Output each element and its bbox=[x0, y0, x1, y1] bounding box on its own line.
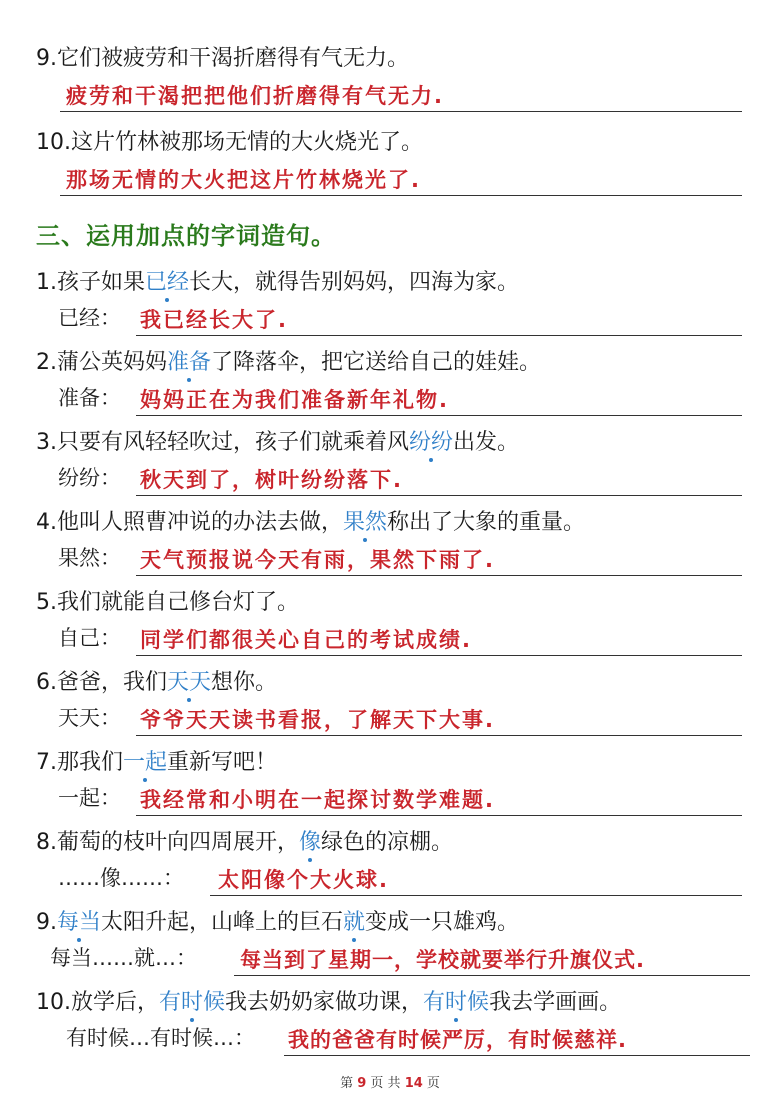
answer-label: 一起： bbox=[58, 786, 121, 810]
question-number: 1. bbox=[36, 270, 57, 295]
answer-label: 纷纷： bbox=[58, 466, 121, 490]
question-6 bbox=[36, 668, 277, 698]
dotted-word: 每当 bbox=[57, 910, 102, 935]
answer-text: 我的爸爸有时候严厉，有时候慈祥. bbox=[288, 1028, 627, 1052]
answer-text: 每当到了星期一，学校就要举行升旗仪式. bbox=[240, 948, 645, 972]
answer-underline bbox=[60, 195, 742, 196]
question-number: 2. bbox=[36, 350, 57, 375]
question-text-post: 长大，就得告别妈妈，四海为家。 bbox=[189, 270, 520, 295]
answer-text: 秋天到了，树叶纷纷落下. bbox=[140, 468, 403, 492]
answer-row-6 bbox=[58, 706, 742, 738]
question-4 bbox=[36, 508, 585, 538]
question-text: 这片竹林被那场无情的大火烧光了。 bbox=[71, 130, 424, 155]
answer-label: 已经： bbox=[58, 306, 121, 330]
question-text-post: 绿色的凉棚。 bbox=[321, 830, 454, 855]
answer-text: 爷爷天天读书看报，了解天下大事. bbox=[140, 708, 495, 732]
answer-row-2 bbox=[58, 386, 742, 418]
answer-label: ……像……： bbox=[58, 866, 184, 890]
question-number: 3. bbox=[36, 430, 57, 455]
answer-underline bbox=[60, 111, 742, 112]
answer-row-5 bbox=[58, 626, 742, 658]
answer-row-9 bbox=[50, 946, 750, 978]
answer-underline bbox=[210, 895, 742, 896]
dotted-word: 有时候 bbox=[423, 990, 490, 1015]
question-top-9 bbox=[36, 44, 409, 74]
answer-underline bbox=[136, 575, 742, 576]
question-text-post: 了降落伞，把它送给自己的娃娃。 bbox=[211, 350, 542, 375]
answer-text: 我经常和小明在一起探讨数学难题. bbox=[140, 788, 495, 812]
question-text-post: 重新写吧！ bbox=[167, 750, 278, 775]
answer-row-3 bbox=[58, 466, 742, 498]
answer-label: 准备： bbox=[58, 386, 121, 410]
question-text-pre: 蒲公英妈妈 bbox=[57, 350, 168, 375]
answer-underline bbox=[234, 975, 750, 976]
answer-row-1 bbox=[58, 306, 742, 338]
dotted-word: 就 bbox=[343, 910, 366, 935]
question-text-post: 称出了大象的重量。 bbox=[387, 510, 586, 535]
question-number: 4. bbox=[36, 510, 57, 535]
question-text-mid: 太阳升起，山峰上的巨石 bbox=[101, 910, 344, 935]
question-10 bbox=[36, 988, 621, 1018]
answer-text: 我已经长大了. bbox=[140, 308, 288, 332]
question-number: 9. bbox=[36, 910, 57, 935]
question-text: 它们被疲劳和干渴折磨得有气无力。 bbox=[57, 46, 410, 71]
answer-row-7 bbox=[58, 786, 742, 818]
question-number: 6. bbox=[36, 670, 57, 695]
answer-underline bbox=[136, 735, 742, 736]
question-number: 5. bbox=[36, 590, 57, 615]
dotted-word: 已经 bbox=[145, 270, 190, 295]
section-title: 三、运用加点的字词造句。 bbox=[36, 222, 336, 250]
question-number: 9. bbox=[36, 46, 57, 71]
question-text-mid: 我去奶奶家做功课， bbox=[225, 990, 424, 1015]
question-text-pre: 孩子如果 bbox=[57, 270, 146, 295]
question-top-10 bbox=[36, 128, 423, 158]
answer-label: 自己： bbox=[58, 626, 121, 650]
answer-label: 天天： bbox=[58, 706, 121, 730]
question-text-post: 想你。 bbox=[211, 670, 278, 695]
answer-underline bbox=[136, 655, 742, 656]
answer-row-10 bbox=[66, 1026, 750, 1058]
dotted-word: 像 bbox=[299, 830, 322, 855]
answer-text: 那场无情的大火把这片竹林烧光了. bbox=[66, 168, 421, 192]
page-footer bbox=[0, 1072, 780, 1091]
answer-underline bbox=[284, 1055, 750, 1056]
answer-text: 太阳像个大火球. bbox=[218, 868, 389, 892]
question-text-pre: 爸爸，我们 bbox=[57, 670, 168, 695]
question-text-pre: 他叫人照曹冲说的办法去做， bbox=[57, 510, 344, 535]
answer-label: 每当……就…： bbox=[50, 946, 197, 970]
question-5 bbox=[36, 588, 299, 618]
question-8 bbox=[36, 828, 453, 858]
answer-text: 疲劳和干渴把把他们折磨得有气无力. bbox=[66, 84, 444, 108]
dotted-word: 准备 bbox=[167, 350, 212, 375]
question-text-pre: 只要有风轻轻吹过，孩子们就乘着风 bbox=[57, 430, 410, 455]
question-number: 7. bbox=[36, 750, 57, 775]
question-number: 10. bbox=[36, 130, 71, 155]
answer-row-8 bbox=[58, 866, 742, 898]
question-text-pre: 那我们 bbox=[57, 750, 124, 775]
total-pages-number: 14 bbox=[404, 1076, 423, 1091]
question-text-post: 变成一只雄鸡。 bbox=[365, 910, 520, 935]
answer-text: 同学们都很关心自己的考试成绩. bbox=[140, 628, 472, 652]
answer-label: 有时候…有时候…： bbox=[66, 1026, 255, 1050]
question-1 bbox=[36, 268, 519, 298]
footer-mid: 页 共 bbox=[370, 1076, 401, 1091]
question-3 bbox=[36, 428, 519, 458]
question-7 bbox=[36, 748, 277, 778]
answer-underline bbox=[136, 335, 742, 336]
question-2 bbox=[36, 348, 541, 378]
answer-text: 天气预报说今天有雨，果然下雨了. bbox=[140, 548, 495, 572]
dotted-word: 纷纷 bbox=[409, 430, 454, 455]
answer-underline bbox=[136, 415, 742, 416]
dotted-word: 有时候 bbox=[159, 990, 226, 1015]
question-text-pre: 葡萄的枝叶向四周展开， bbox=[57, 830, 300, 855]
answer-underline bbox=[136, 815, 742, 816]
question-text: 我们就能自己修台灯了。 bbox=[57, 590, 300, 615]
question-text-pre: 放学后， bbox=[71, 990, 160, 1015]
dotted-word: 果然 bbox=[343, 510, 388, 535]
answer-row-4 bbox=[58, 546, 742, 578]
answer-row-top-9 bbox=[60, 82, 742, 114]
question-text-post: 出发。 bbox=[453, 430, 520, 455]
footer-pre: 第 bbox=[340, 1076, 354, 1091]
question-text-post: 我去学画画。 bbox=[489, 990, 622, 1015]
answer-text: 妈妈正在为我们准备新年礼物. bbox=[140, 388, 449, 412]
question-number: 8. bbox=[36, 830, 57, 855]
current-page-number: 9 bbox=[357, 1076, 367, 1091]
dotted-word: 天天 bbox=[167, 670, 212, 695]
answer-row-top-10 bbox=[60, 166, 742, 198]
footer-post: 页 bbox=[426, 1076, 440, 1091]
question-9 bbox=[36, 908, 519, 938]
question-number: 10. bbox=[36, 990, 71, 1015]
dotted-word: 一起 bbox=[123, 750, 168, 775]
answer-underline bbox=[136, 495, 742, 496]
answer-label: 果然： bbox=[58, 546, 121, 570]
